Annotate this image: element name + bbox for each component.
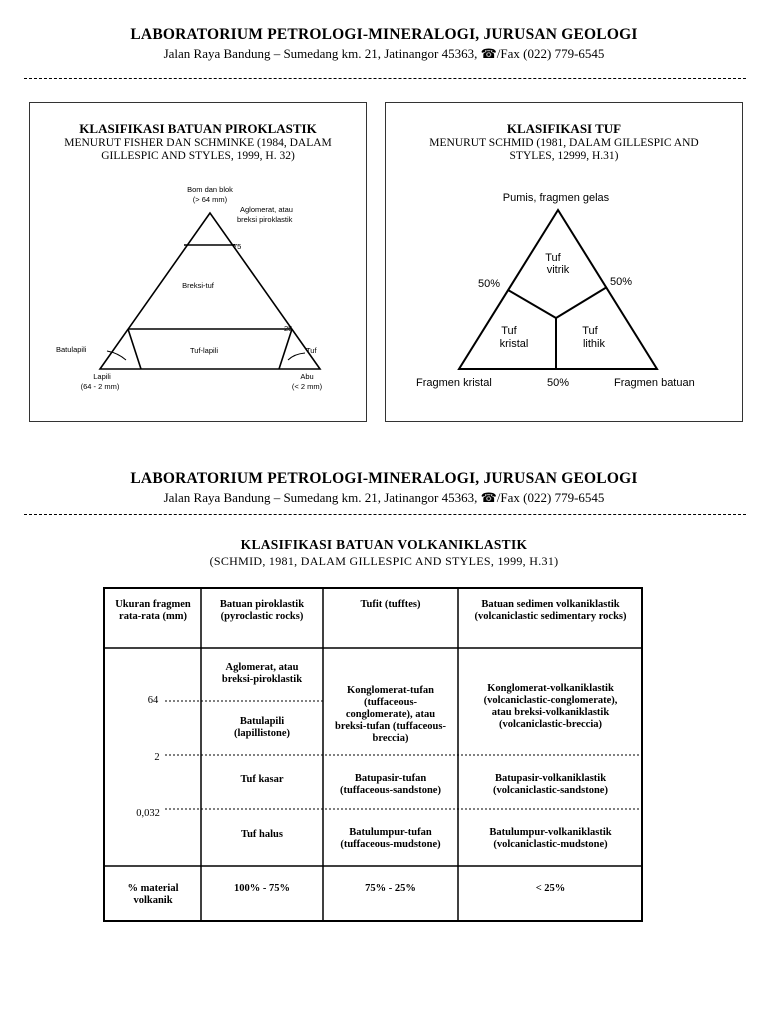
lab-address-2: Jalan Raya Bandung – Sumedang km. 21, Jatinangor 45363, ☎/Fax (022) 779-6545: [163, 490, 605, 505]
label-25: 25: [284, 324, 293, 333]
footer-sedimen-percent: < 25%: [535, 883, 566, 894]
label-lapili: Lapili: [93, 372, 111, 381]
label-tuf-lithik-1: Tuf: [582, 325, 598, 337]
cell-batulapili: Batulapili (lapillistone): [233, 716, 290, 739]
header-ukuran: Ukuran fragmen rata-rata (mm): [115, 599, 191, 622]
footer-piroklastik-percent: 100% - 75%: [234, 883, 290, 894]
label-aglomerat-1: Aglomerat, atau: [240, 205, 293, 214]
label-bom-dan-blok: Bom dan blok: [187, 185, 233, 194]
cell-aglomerat: Aglomerat, atau breksi-piroklastik: [221, 662, 303, 685]
cell-batulumpur-volkaniklastik: Batulumpur-volkaniklastik (volcaniclastic-mudstone): [489, 827, 612, 850]
label-tuf-lithik-2: lithik: [582, 338, 606, 350]
label-75: 75: [233, 242, 242, 251]
tuf-ternary-diagram: [386, 103, 742, 421]
tuf-subtitle-line2: STYLES, 12999, H.31): [509, 150, 619, 162]
header-sedimen: Batuan sedimen volkaniklastik (volcaniclastic sedimentary rocks): [474, 599, 627, 622]
cell-batupasir-tufan: Batupasir-tufan (tuffaceous-sandstone): [340, 773, 441, 796]
tuf-title: KLASIFIKASI TUF: [506, 121, 622, 136]
label-abu: Abu: [300, 372, 314, 381]
label-fragmen-kristal: Fragmen kristal: [416, 377, 492, 389]
label-50-bottom: 50%: [546, 377, 570, 389]
dashed-divider: [24, 78, 746, 79]
cell-konglomerat-volkaniklastik: Konglomerat-volkaniklastik (volcaniclastic-conglomerate), atau breksi-volkaniklastik (volcaniclastic-breccia): [483, 683, 618, 730]
volkaniklastik-table: [103, 587, 643, 922]
label-batulapili: Batulapili: [56, 345, 87, 354]
label-lapili-size: (64 - 2 mm): [80, 382, 120, 391]
footer-material-label: % material volkanik: [127, 883, 179, 906]
boundary-vitrik-kristal: [508, 290, 556, 318]
lab-title-2: LABORATORIUM PETROLOGI-MINERALOGI, JURUSAN GEOLOGI: [130, 470, 638, 487]
boundary-vitrik-lithik: [556, 287, 607, 318]
label-breksi-tuf: Breksi-tuf: [182, 281, 214, 290]
label-abu-size: (< 2 mm): [291, 382, 323, 391]
footer-tufit-percent: 75% - 25%: [365, 883, 416, 894]
header-piroklastik: Batuan piroklastik (pyroclastic rocks): [219, 599, 305, 622]
piroklastik-subtitle-line1: MENURUT FISHER DAN SCHMINKE (1984, DALAM: [64, 137, 332, 149]
volkaniklastik-title: KLASIFIKASI BATUAN VOLKANIKLASTIK: [240, 537, 528, 552]
header-tufit: Tufit (tufftes): [360, 599, 421, 610]
label-fragmen-batuan: Fragmen batuan: [614, 377, 695, 389]
size-2: 2: [154, 752, 160, 763]
label-50-right: 50%: [610, 276, 633, 288]
lab-title: LABORATORIUM PETROLOGI-MINERALOGI, JURUSAN GEOLOGI: [130, 26, 638, 43]
lab-address: Jalan Raya Bandung – Sumedang km. 21, Jatinangor 45363, ☎/Fax (022) 779-6545: [163, 46, 605, 61]
label-tuf-lapili: Tuf-lapili: [189, 346, 219, 355]
label-tuf-kristal-2: kristal: [499, 338, 529, 350]
piroklastik-title: KLASIFIKASI BATUAN PIROKLASTIK: [79, 121, 317, 136]
tuf-subtitle-line1: MENURUT SCHMID (1981, DALAM GILLESPIC AND: [429, 137, 699, 149]
cell-tuf-kasar: Tuf kasar: [240, 774, 284, 785]
label-bom-size: (> 64 mm): [192, 195, 228, 204]
label-50-left: 50%: [478, 278, 501, 290]
cell-batulumpur-tufan: Batulumpur-tufan (tuffaceous-mudstone): [340, 827, 441, 850]
size-0032: 0,032: [136, 808, 160, 819]
cell-tuf-halus: Tuf halus: [241, 829, 283, 840]
boundary-tuf: [279, 329, 292, 369]
size-64: 64: [147, 695, 159, 706]
piroklastik-ternary-diagram: [30, 103, 366, 421]
piroklastik-classification-box: [29, 102, 367, 422]
volkaniklastik-subtitle: (SCHMID, 1981, DALAM GILLESPIC AND STYLES, 1999, H.31): [209, 554, 559, 568]
piroklastik-subtitle-line2: GILLESPIC AND STYLES, 1999, H. 32): [101, 150, 295, 162]
label-tuf: Tuf: [306, 346, 317, 355]
table-grid: [103, 587, 643, 922]
label-aglomerat-2: breksi piroklastik: [237, 215, 293, 224]
label-tuf-vitrik-1: Tuf: [545, 252, 561, 264]
label-pumis: Pumis, fragmen gelas: [502, 192, 610, 204]
cell-konglomerat-tufan: Konglomerat-tufan (tuffaceous- conglomerate), atau breksi-tufan (tuffaceous- breccia): [335, 685, 446, 744]
label-tuf-kristal-1: Tuf: [501, 325, 517, 337]
tuf-pointer-icon: [288, 353, 305, 360]
label-tuf-vitrik-2: vitrik: [546, 264, 570, 276]
tuf-classification-box: [385, 102, 743, 422]
cell-batupasir-volkaniklastik: Batupasir-volkaniklastik (volcaniclastic-sandstone): [493, 773, 608, 796]
boundary-batulapili: [128, 329, 141, 369]
dashed-divider-2: [24, 514, 746, 515]
